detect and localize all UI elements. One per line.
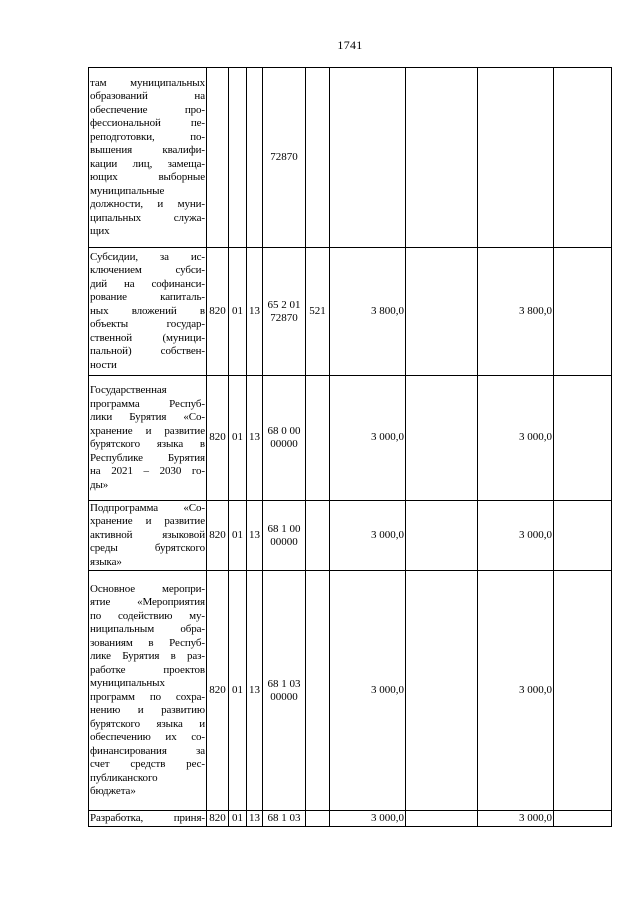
target-article-cell: 72870	[263, 68, 306, 248]
table-row	[89, 571, 612, 811]
expense-type-cell	[306, 68, 330, 248]
amount-republic-cell: 3 000,0	[478, 571, 554, 811]
ministry-code-cell: 820	[207, 811, 229, 827]
amount-federal-cell	[406, 248, 478, 376]
amount-other-cell	[554, 571, 612, 811]
amount-federal-cell	[406, 68, 478, 248]
expense-type-cell	[306, 571, 330, 811]
amount-federal-cell	[406, 501, 478, 571]
table-row	[89, 376, 612, 501]
section-code-cell	[229, 68, 247, 248]
expense-type-cell	[306, 501, 330, 571]
ministry-code-cell: 820	[207, 571, 229, 811]
subsection-code-cell: 13	[247, 376, 263, 501]
target-article-cell: 68 1 03	[263, 811, 306, 827]
table-row	[89, 248, 612, 376]
row-name-cell: Государственная программа Респуб- лики Бурятия «Со- хранение и развитие бурятского языка в Республике Бурятия на 2021 – 2030 го- ды»	[89, 376, 207, 501]
amount-other-cell	[554, 68, 612, 248]
amount-total-cell: 3 000,0	[330, 571, 406, 811]
section-code-cell: 01	[229, 501, 247, 571]
ministry-code-cell	[207, 68, 229, 248]
section-code-cell: 01	[229, 571, 247, 811]
subsection-code-cell: 13	[247, 248, 263, 376]
amount-federal-cell	[406, 376, 478, 501]
amount-republic-cell: 3 800,0	[478, 248, 554, 376]
amount-federal-cell	[406, 811, 478, 827]
expense-type-cell: 521	[306, 248, 330, 376]
amount-total-cell	[330, 68, 406, 248]
target-article-cell: 68 1 00 00000	[263, 501, 306, 571]
ministry-code-cell: 820	[207, 248, 229, 376]
amount-republic-cell: 3 000,0	[478, 501, 554, 571]
amount-total-cell: 3 000,0	[330, 811, 406, 827]
amount-republic-cell: 3 000,0	[478, 811, 554, 827]
expense-type-cell	[306, 811, 330, 827]
subsection-code-cell: 13	[247, 811, 263, 827]
row-name-cell: Подпрограмма «Со- хранение и развитие активной языковой среды бурятского языка»	[89, 501, 207, 571]
row-name-cell: Субсидии, за ис- ключением субси- дий на софинанси- рование капиталь- ных вложений в объекты государ- ственной (муници- пальной) собствен- ности	[89, 248, 207, 376]
amount-republic-cell	[478, 68, 554, 248]
amount-other-cell	[554, 376, 612, 501]
amount-other-cell	[554, 501, 612, 571]
subsection-code-cell	[247, 68, 263, 248]
amount-republic-cell: 3 000,0	[478, 376, 554, 501]
row-name-cell: Разработка, приня-	[89, 811, 207, 827]
amount-total-cell: 3 800,0	[330, 248, 406, 376]
section-code-cell: 01	[229, 811, 247, 827]
subsection-code-cell: 13	[247, 501, 263, 571]
table-row	[89, 811, 612, 827]
target-article-cell: 68 0 00 00000	[263, 376, 306, 501]
expense-type-cell	[306, 376, 330, 501]
table-row	[89, 68, 612, 248]
page-number: 1741	[337, 38, 363, 52]
target-article-cell: 68 1 03 00000	[263, 571, 306, 811]
amount-federal-cell	[406, 571, 478, 811]
table-row	[89, 501, 612, 571]
ministry-code-cell: 820	[207, 501, 229, 571]
amount-total-cell: 3 000,0	[330, 376, 406, 501]
amount-total-cell: 3 000,0	[330, 501, 406, 571]
amount-other-cell	[554, 248, 612, 376]
amount-other-cell	[554, 811, 612, 827]
target-article-cell: 65 2 01 72870	[263, 248, 306, 376]
ministry-code-cell: 820	[207, 376, 229, 501]
row-name-cell: там муниципальных образований на обеспечение про- фессиональной пе- реподготовки, по- вышения квалифи- кации лиц, замеща- ющих выборные муниципальные должности, и муни- ципальных служа- щих	[89, 68, 207, 248]
section-code-cell: 01	[229, 376, 247, 501]
row-name-cell: Основное меропри- ятие «Мероприятия по содействию му- ниципальным обра- зованиям в Респуб- лике Бурятия в раз- работке проектов муниципальных программ по сохра- нению и развитию бурятского языка и обеспечению их со- финансирования за счет средств рес- публиканского бюджета»	[89, 571, 207, 811]
section-code-cell: 01	[229, 248, 247, 376]
subsection-code-cell: 13	[247, 571, 263, 811]
budget-table	[88, 67, 612, 827]
